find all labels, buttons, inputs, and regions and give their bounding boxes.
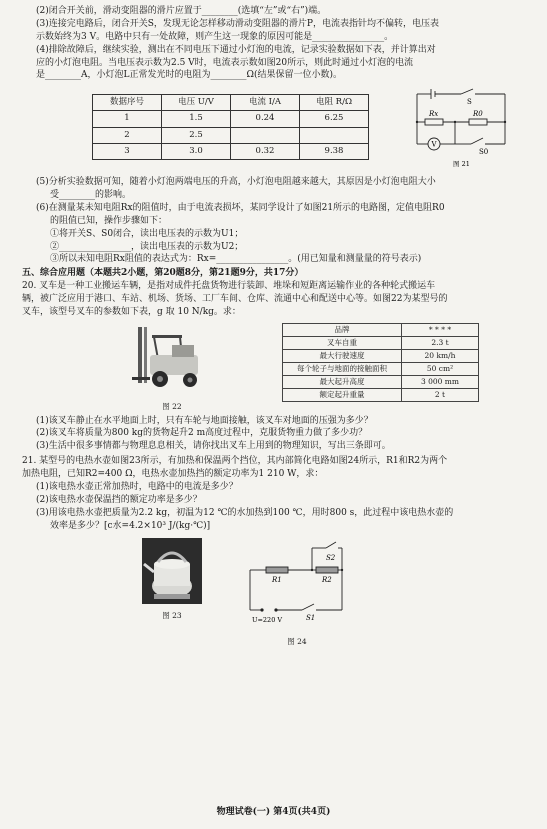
param-name: 品牌	[283, 323, 402, 336]
section-5-heading: 五、综合应用题（本题共2小题，第20题8分，第21题9分，共17分）	[22, 268, 304, 279]
kettle-figures-row	[22, 538, 525, 647]
params-table-wrap	[282, 323, 479, 402]
question-20-section	[22, 281, 525, 453]
q20-question2: (2)该叉车将质量为800 kg的货物起升2 m高度过程中，克服货物重力做了多少功？	[36, 428, 368, 439]
figure-21-caption: 图 21	[453, 160, 470, 169]
table-cell: 6.25	[300, 111, 369, 127]
table-header-cell: 数据序号	[93, 95, 162, 111]
table-cell: 3	[93, 143, 162, 159]
forklift-image	[132, 323, 212, 395]
table-cell: 2	[93, 127, 162, 143]
figure-22	[132, 323, 232, 412]
table-header-row	[93, 95, 369, 111]
r1-label: R1	[272, 576, 282, 585]
q21-question3-line2: 效率是多少？[c水=4.2×10³ J/(kg·℃)]	[50, 520, 211, 531]
table-header-cell: 电阻 R/Ω	[300, 95, 369, 111]
q21-intro-line1: 21. 某型号的电热水壶如图23所示，有加热和保温两个挡位，其内部简化电路如图24所示，R1和R2为两个	[22, 456, 448, 467]
page-footer: 物理试卷(一) 第4页(共4页)	[216, 807, 331, 818]
q19-part5-line1: (5)分析实验数据可知，随着小灯泡两端电压的升高，小灯泡电阻越来越大，其原因是小灯泡电阻大小	[36, 177, 436, 188]
table-row	[283, 349, 479, 362]
q19-part3-line1: (3)连接完电路后，闭合开关S，发现无论怎样移动滑动变阻器的滑片P，电流表指针均不偏转，电压表	[36, 18, 439, 29]
switch-s-label: S	[467, 98, 472, 107]
param-name: 最大行驶速度	[283, 349, 402, 362]
figure-24-caption: 图 24	[287, 637, 307, 647]
param-name: 额定起升重量	[283, 388, 402, 401]
q20-intro-line3: 叉车，该型号叉车的参数如下表，g 取 10 N/kg。求：	[22, 306, 241, 317]
q19-step3: ③所以未知电阻Rx阻值的表达式为：Rx=________________。(用已知量和测量量的符号表示)	[50, 254, 422, 265]
forklift-row	[22, 323, 525, 412]
question-19-section	[22, 6, 525, 266]
q19-part4-line3: 是________A，小灯泡L正常发光时的电阻为________Ω(结果保留一位小数)。	[36, 70, 342, 81]
question-21-section	[22, 456, 525, 647]
table-cell: 9.38	[300, 143, 369, 159]
figure-21	[411, 86, 511, 175]
table-cell	[231, 127, 300, 143]
switch-s1-label: S1	[306, 614, 316, 623]
q21-question3-line1: (3)用该电热水壶把质量为2.2 kg，初温为12 ℃的水加热到100 ℃，用时800 s，此过程中该电热水壶的	[36, 507, 454, 518]
q21-question2: (2)该电热水壶保温挡的额定功率是多少？	[36, 494, 202, 505]
data-table	[92, 94, 369, 160]
q19-part6-line2: 的阻值已知，操作步骤如下：	[50, 215, 168, 226]
q20-question3: (3)生活中很多事情都与物理息息相关，请你找出叉车上用到的物理知识，写出三条即可。	[36, 441, 391, 452]
table-header-cell: 电流 I/A	[231, 95, 300, 111]
params-table	[282, 323, 479, 402]
figure-23	[142, 538, 212, 621]
q19-part4-line1: (4)排除故障后，继续实验，测出在不同电压下通过小灯泡的电流，记录实验数据如下表，并计算出对	[36, 44, 436, 55]
param-value: 3 000 mm	[402, 375, 479, 388]
param-name: 每个轮子与地面的接触面积	[283, 362, 402, 375]
param-value: 2 t	[402, 388, 479, 401]
voltage-label: U=220 V	[252, 616, 283, 625]
param-name: 叉车自重	[283, 336, 402, 349]
q19-part5-line2: 受________的影响。	[50, 190, 132, 200]
r2-label: R2	[322, 576, 332, 585]
kettle-image	[142, 538, 202, 604]
circuit-diagram-24	[242, 538, 352, 630]
table-row	[93, 127, 369, 143]
param-value: * * * *	[402, 323, 479, 336]
q20-intro-line2: 辆，被广泛应用于港口、车站、机场、货场、工厂车间、仓库、流通中心和配送中心等。如图22为某型号的	[22, 294, 448, 304]
table-cell: 0.24	[231, 111, 300, 127]
table-cell	[300, 127, 369, 143]
table-cell: 0.32	[231, 143, 300, 159]
q19-part3-line2: 示数始终为3 V。电路中只有一处故障，则产生这一现象的原因可能是________________。	[36, 31, 394, 42]
figure-24	[242, 538, 352, 647]
r0-label: R0	[473, 110, 483, 119]
table-cell: 1	[93, 111, 162, 127]
data-table-wrap	[92, 94, 369, 160]
param-value: 2.3 t	[402, 336, 479, 349]
q19-part2: (2)闭合开关前，滑动变阻器的滑片应置于________(选填“左”或“右”)端。	[36, 6, 327, 16]
rx-label: Rx	[429, 110, 439, 119]
table-row	[283, 388, 479, 401]
q21-intro-line2: 加热电阻，已知R2=400 Ω，电热水壶加热挡的额定功率为1 210 W，求：	[22, 469, 324, 480]
circuit-diagram-21	[411, 86, 511, 170]
param-value: 20 km/h	[402, 349, 479, 362]
table-row	[283, 323, 479, 336]
table-cell: 2.5	[162, 127, 231, 143]
figure-23-caption: 图 23	[162, 611, 182, 621]
table-row	[283, 336, 479, 349]
table-row	[93, 143, 369, 159]
q20-intro-line1: 20. 叉车是一种工业搬运车辆，是指对成件托盘货物进行装卸、堆垛和短距离运输作业的各种轮式搬运车	[22, 281, 436, 292]
param-value: 50 cm²	[402, 362, 479, 375]
switch-s2-label: S2	[326, 554, 336, 563]
q20-question1: (1)该叉车静止在水平地面上时，只有车轮与地面接触，该叉车对地面的压强为多少？	[36, 415, 373, 426]
table-cell: 1.5	[162, 111, 231, 127]
table-header-cell: 电压 U/V	[162, 95, 231, 111]
figure-22-caption: 图 22	[162, 401, 182, 411]
table-and-circuit-row	[22, 86, 525, 175]
table-row	[93, 111, 369, 127]
table-cell: 3.0	[162, 143, 231, 159]
table-row	[283, 362, 479, 375]
param-name: 最大起升高度	[283, 375, 402, 388]
voltmeter-label: V	[431, 140, 437, 149]
q19-part6-line1: (6)在测量某未知电阻Rx的阻值时，由于电流表损坏，某同学设计了如图21所示的电路图，定值电阻R0	[36, 202, 445, 213]
q21-question1: (1)该电热水壶正常加热时，电路中的电流是多少？	[36, 481, 238, 492]
q19-step2: ②________________，读出电压表的示数为U2；	[50, 241, 244, 252]
q19-part4-line2: 应的小灯泡电阻。当电压表示数为2.5 V时，电流表示数如图20所示，则此时通过小灯泡的电流	[36, 57, 414, 68]
table-row	[283, 375, 479, 388]
q19-step1: ①将开关S、S0闭合，读出电压表的示数为U1；	[50, 228, 244, 239]
switch-s0-label: S0	[479, 148, 489, 157]
